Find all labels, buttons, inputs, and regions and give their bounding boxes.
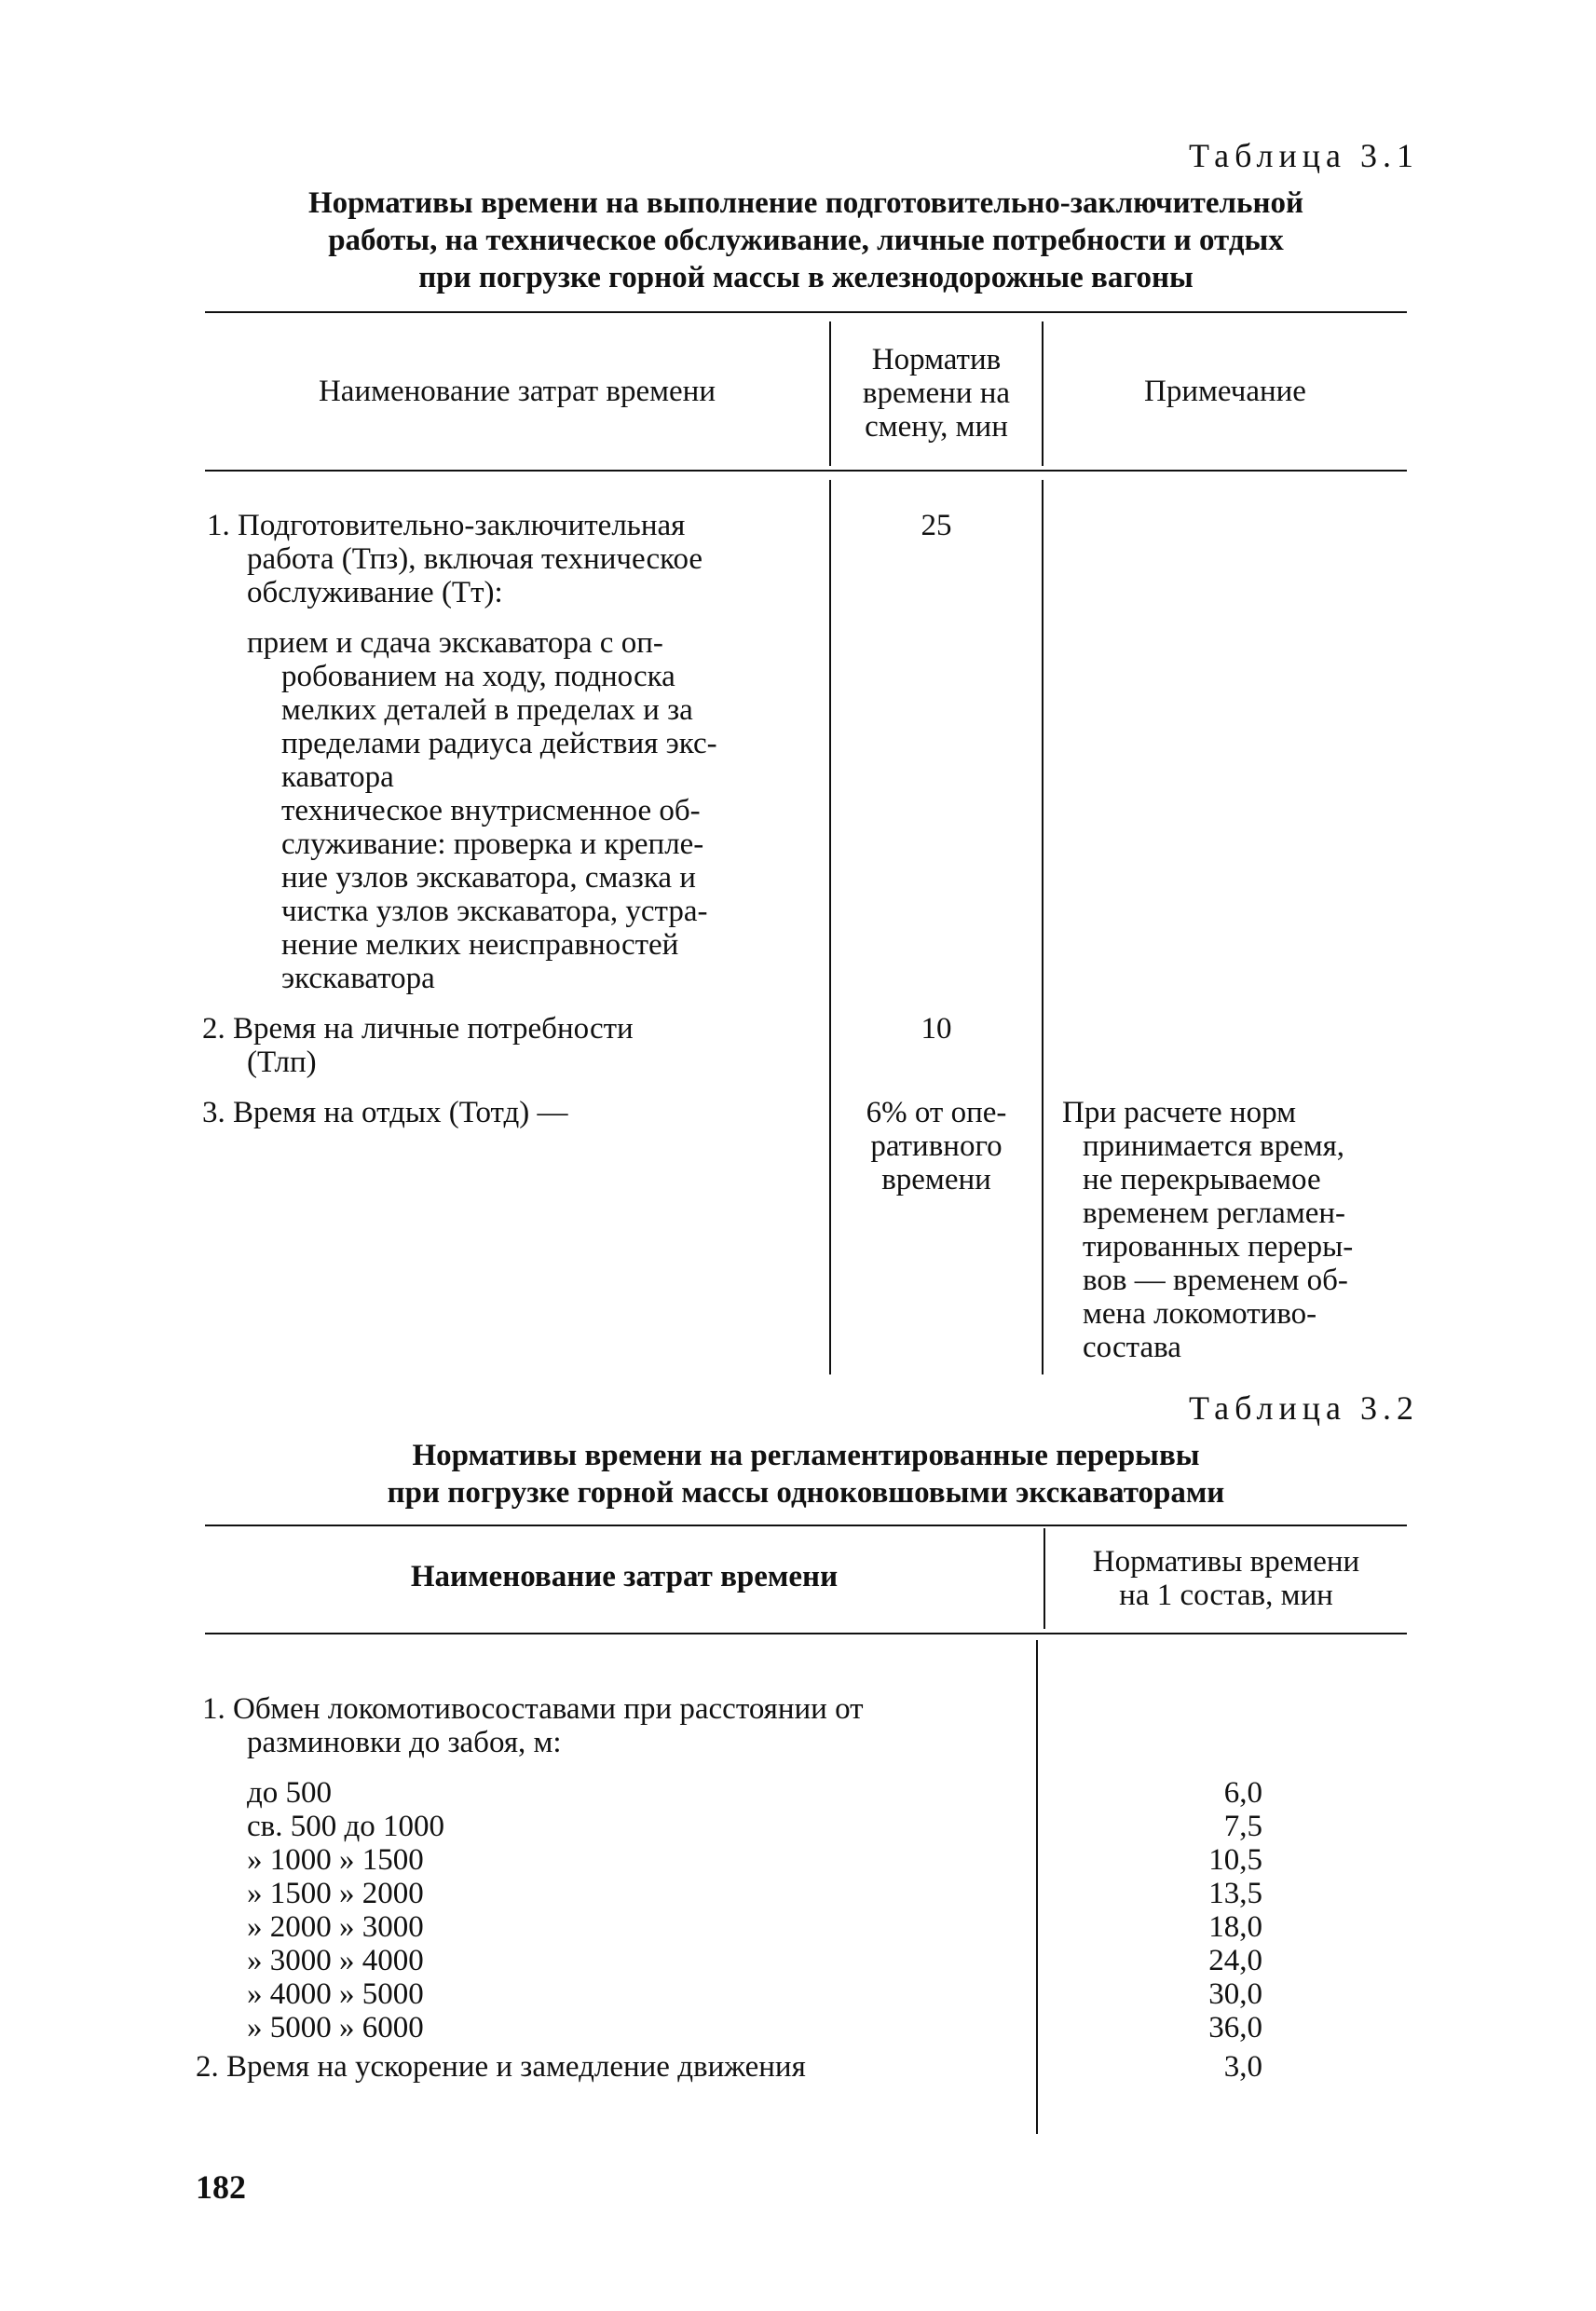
row-text: экскаватора (281, 962, 435, 995)
row-text: каватора (281, 760, 394, 794)
row-text: 1. Подготовительно-заключительная (207, 509, 686, 542)
row-1-sub-maintenance (281, 794, 811, 995)
distance-values (1118, 1776, 1262, 2044)
header-name: Наименование затрат времени (318, 375, 716, 408)
title-line: при погрузке горной массы в железнодорожные вагоны (418, 261, 1194, 294)
row-1-name (202, 1692, 1017, 1759)
distance-value: 30,0 (1208, 1977, 1262, 2011)
title-line: Нормативы времени на выполнение подготовительно-заключительной (307, 186, 1304, 220)
table-rule (205, 311, 1407, 313)
title-line: Нормативы времени на регламентированные перерывы (412, 1439, 1200, 1472)
row-2-name: 2. Время на ускорение и замедление движения (196, 2050, 806, 2084)
distance-value: 36,0 (1208, 2011, 1262, 2044)
header-norm-line: времени на (862, 376, 1011, 410)
title-line: работы, на техническое обслуживание, личные потребности и отдых (328, 224, 1284, 257)
distance-list (247, 1776, 769, 2044)
row-text: техническое внутрисменное об- (281, 794, 701, 827)
table-rule (205, 470, 1407, 472)
row-1-sub-acceptance (247, 626, 811, 794)
distance-label: св. 500 до 1000 (247, 1810, 445, 1843)
row-2-name (202, 1012, 811, 1079)
header-norm (831, 343, 1042, 444)
row-text: вов — временем об- (1083, 1264, 1348, 1297)
row-1-name (207, 509, 811, 609)
row-text: ративного (870, 1129, 1003, 1163)
row-text: 1. Обмен локомотивосоставами при расстоянии от (202, 1692, 864, 1726)
table-rule (205, 1633, 1407, 1634)
row-text: не перекрываемое (1083, 1163, 1321, 1197)
distance-value: 24,0 (1208, 1944, 1262, 1977)
distance-value: 10,5 (1208, 1843, 1262, 1877)
header-norm (1045, 1545, 1407, 1612)
header-norm-line: Нормативы времени (1092, 1545, 1360, 1579)
distance-label: до 500 (247, 1776, 333, 1810)
row-text: чистка узлов экскаватора, устра- (281, 895, 708, 928)
page-number: 182 (196, 2168, 246, 2206)
distance-label: » 4000 » 5000 (247, 1977, 424, 2011)
row-3-note (1062, 1096, 1390, 1364)
header-note: Примечание (1144, 375, 1306, 408)
row-text: тированных переры- (1083, 1230, 1354, 1264)
row-text: пределами радиуса действия экс- (281, 727, 717, 760)
distance-label: » 1500 » 2000 (247, 1877, 424, 1910)
distance-label: » 3000 » 4000 (247, 1944, 424, 1977)
row-text: временем регламен- (1083, 1197, 1345, 1230)
header-norm-line: смену, мин (865, 410, 1008, 444)
distance-label: » 1000 » 1500 (247, 1843, 424, 1877)
distance-value: 13,5 (1208, 1877, 1262, 1910)
row-text: разминовки до забоя, м: (247, 1726, 562, 1759)
header-norm-line: на 1 состав, мин (1119, 1579, 1333, 1612)
title-line: при погрузке горной массы одноковшовыми экскаваторами (387, 1476, 1225, 1510)
row-text: нение мелких неисправностей (281, 928, 679, 962)
row-text: работа (Тпз), включая техническое (247, 542, 703, 576)
column-divider (829, 480, 831, 1374)
distance-value: 6,0 (1223, 1776, 1262, 1810)
column-divider (1042, 480, 1044, 1374)
table-3-1-label: Таблица 3.1 (1189, 137, 1419, 174)
header-norm-line: Норматив (871, 343, 1002, 376)
row-text: времени (881, 1163, 991, 1197)
row-text: 2. Время на личные потребности (202, 1012, 634, 1046)
row-text: (Тлп) (247, 1046, 317, 1079)
distance-value: 18,0 (1208, 1910, 1262, 1944)
row-text: состава (1083, 1331, 1181, 1364)
row-text: При расчете норм (1062, 1096, 1296, 1129)
row-3-name: 3. Время на отдых (Тотд) — (202, 1096, 568, 1129)
table-3-2-title (205, 1437, 1407, 1511)
row-text: мена локомотиво- (1083, 1297, 1317, 1331)
row-2-norm: 10 (921, 1012, 952, 1046)
column-divider (1036, 1640, 1038, 2134)
row-3-norm (831, 1096, 1042, 1197)
row-text: принимается время, (1083, 1129, 1345, 1163)
row-text: прием и сдача экскаватора с оп- (247, 626, 663, 660)
header-name: Наименование затрат времени (410, 1560, 839, 1593)
row-2-value: 3,0 (1223, 2050, 1262, 2084)
table-3-1-title (205, 185, 1407, 296)
row-text: 6% от опе- (866, 1096, 1007, 1129)
row-text: обслуживание (Тт): (247, 576, 503, 609)
table-3-2-label: Таблица 3.2 (1189, 1389, 1419, 1427)
distance-label: » 2000 » 3000 (247, 1910, 424, 1944)
table-rule (205, 1525, 1407, 1526)
row-1-norm: 25 (921, 509, 952, 542)
distance-label: » 5000 » 6000 (247, 2011, 424, 2044)
distance-value: 7,5 (1223, 1810, 1262, 1843)
row-text: ние узлов экскаватора, смазка и (281, 861, 696, 895)
row-text: робованием на ходу, подноска (281, 660, 675, 693)
row-text: мелких деталей в пределах и за (281, 693, 693, 727)
row-text: служивание: проверка и крепле- (281, 827, 704, 861)
